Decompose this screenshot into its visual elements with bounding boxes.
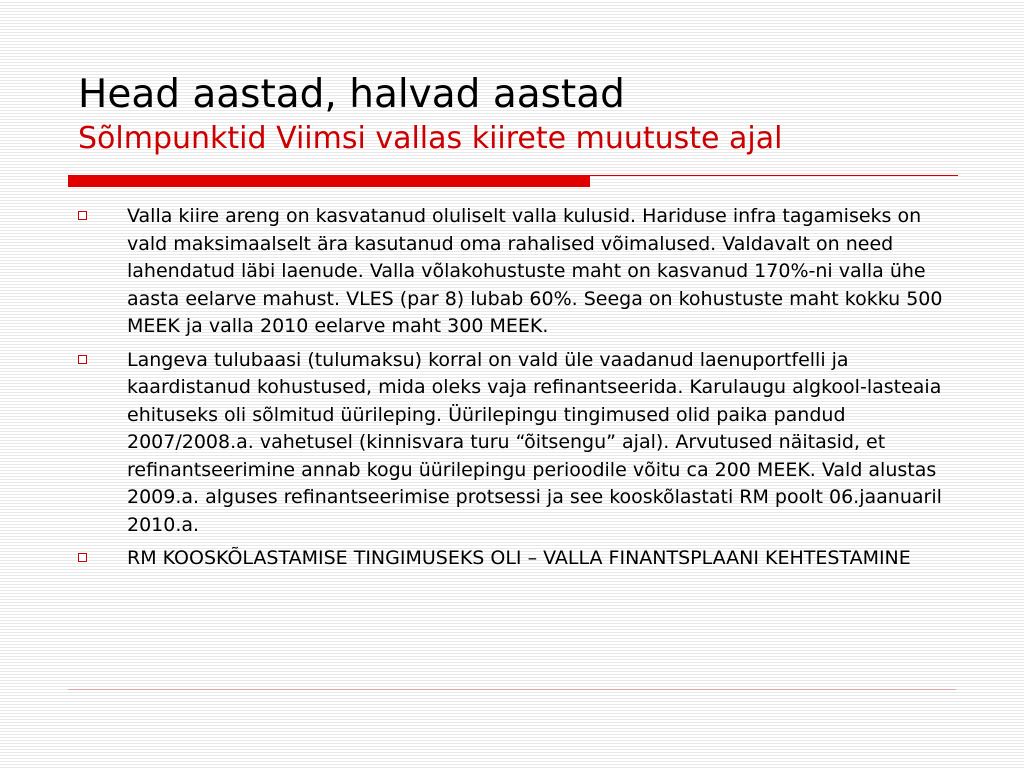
- slide-subtitle: Sõlmpunktid Viimsi vallas kiirete muutuste ajal: [78, 121, 783, 156]
- hollow-square-bullet-icon: [78, 553, 87, 562]
- slide-title: Head aastad, halvad aastad: [78, 72, 625, 117]
- bullet-text: Langeva tulubaasi (tulumaksu) korral on vald üle vaadanud laenuportfelli ja kaardistanud kohustused, mida oleks vaja refinantseerida. Karulaugu algkool-lasteaia ehituseks oli sõlmitud üürileping. Üürilepingu tingimused olid paika pandud 2007/2008.a. vahetusel (kinnisvara turu “õitsengu” ajal). Arvutused näitasid, et refinantseerimine annab kogu üürilepingu perioodile võitu ca 200 MEEK. Vald alustas 2009.a. alguses refinantseerimise protsessi ja see kooskõlastati RM poolt 06.jaanuaril 2010.a.: [127, 348, 942, 536]
- bullet-text: RM KOOSKÕLASTAMISE TINGIMUSEKS OLI – VALLA FINANTSPLAANI KEHTESTAMINE: [127, 547, 911, 569]
- title-block: [78, 70, 958, 158]
- title-divider-line: [590, 175, 958, 176]
- title-divider-accent: [68, 175, 590, 187]
- bullet-text: Valla kiire areng on kasvatanud oluliselt valla kulusid. Hariduse infra tagamiseks on vald maksimaalselt ära kasutanud oma rahalised võimalused. Valdavalt on need lahendatud läbi laenude. Valla võlakohustuste maht on kasvanud 170%-ni valla ühe aasta eelarve mahust. VLES (par 8) lubab 60%. Seega on kohustuste maht kokku 500 MEEK ja valla 2010 eelarve maht 300 MEEK.: [127, 205, 943, 337]
- bullet-item: [78, 545, 948, 573]
- bullet-item: [78, 203, 948, 341]
- bullet-list: [78, 203, 948, 579]
- hollow-square-bullet-icon: [78, 355, 87, 364]
- bullet-item: [78, 347, 948, 540]
- footer-divider: [68, 689, 956, 690]
- hollow-square-bullet-icon: [78, 211, 87, 220]
